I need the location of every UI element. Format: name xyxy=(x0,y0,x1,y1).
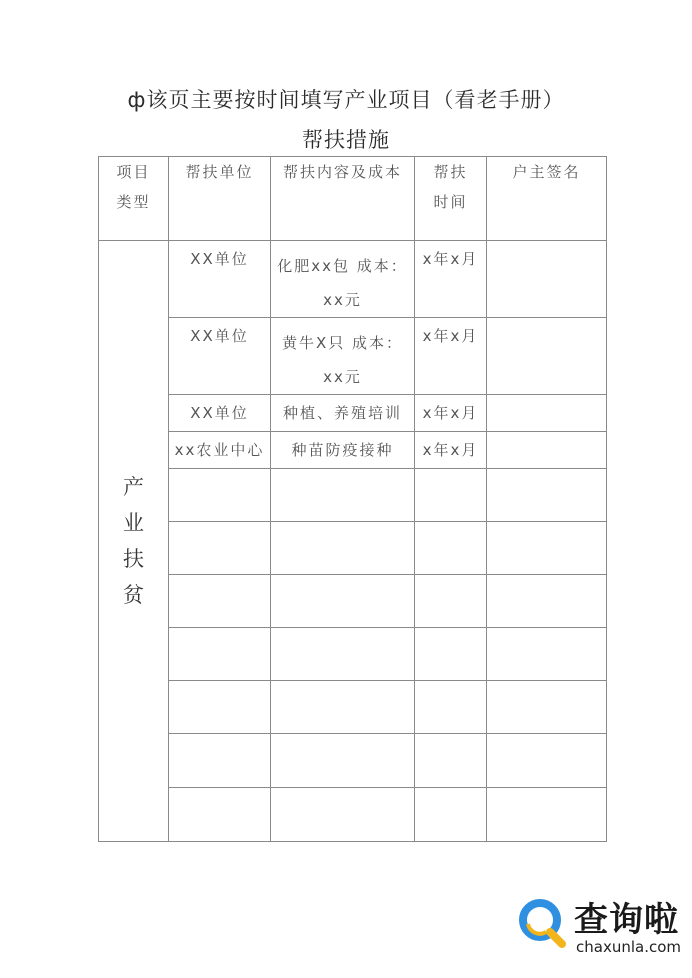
support-time-cell xyxy=(415,628,487,681)
category-char: 贫 xyxy=(123,583,144,607)
support-content-cell xyxy=(271,522,415,575)
table-row xyxy=(99,628,607,681)
support-time-cell xyxy=(415,575,487,628)
support-time-cell xyxy=(415,395,487,432)
support-unit-cell xyxy=(169,318,271,395)
table-row xyxy=(99,522,607,575)
table-row xyxy=(99,575,607,628)
support-content-cell-text xyxy=(271,734,414,742)
support-content-cell xyxy=(271,241,415,318)
signature-cell-text xyxy=(487,788,606,796)
support-unit-cell-text xyxy=(169,681,270,689)
signature-cell xyxy=(487,575,607,628)
support-content-cell xyxy=(271,432,415,469)
support-time-cell-text xyxy=(415,788,486,796)
signature-cell-text xyxy=(487,628,606,636)
signature-cell xyxy=(487,241,607,318)
support-time-cell xyxy=(415,241,487,318)
header-support-time: 帮扶 时间 xyxy=(415,157,487,241)
support-content-cell xyxy=(271,628,415,681)
support-time-cell-text: x年x月 xyxy=(422,404,479,422)
support-unit-cell xyxy=(169,788,271,842)
support-unit-cell xyxy=(169,681,271,734)
support-unit-cell-text xyxy=(169,734,270,742)
support-content-cell xyxy=(271,395,415,432)
support-time-cell xyxy=(415,469,487,522)
support-unit-cell-text: XX单位 xyxy=(190,250,249,268)
page-title: ф该页主要按时间填写产业项目（看老手册） xyxy=(127,88,565,112)
signature-cell xyxy=(487,734,607,788)
header-project-type: 项目 类型 xyxy=(99,157,169,241)
support-unit-cell xyxy=(169,522,271,575)
support-unit-cell xyxy=(169,628,271,681)
support-content-cell-text xyxy=(271,681,414,689)
support-content-cell-text xyxy=(271,788,414,796)
support-time-cell xyxy=(415,788,487,842)
support-content-cell-text: 黄牛X只 成本： xx元 xyxy=(281,334,404,386)
signature-cell-text xyxy=(487,522,606,530)
table-row xyxy=(99,469,607,522)
signature-cell-text xyxy=(487,681,606,689)
signature-cell-text xyxy=(487,469,606,477)
table-row xyxy=(99,734,607,788)
support-time-cell-text xyxy=(415,734,486,742)
table-row xyxy=(99,318,607,395)
category-char: 业 xyxy=(123,511,144,535)
support-unit-cell xyxy=(169,575,271,628)
signature-cell-text xyxy=(487,575,606,583)
support-unit-cell-text: XX单位 xyxy=(190,327,249,345)
support-unit-cell xyxy=(169,432,271,469)
support-time-cell-text xyxy=(415,681,486,689)
signature-cell xyxy=(487,788,607,842)
support-content-cell xyxy=(271,681,415,734)
magnifier-logo-icon xyxy=(516,896,568,948)
table-row xyxy=(99,395,607,432)
support-unit-cell xyxy=(169,734,271,788)
table-row xyxy=(99,788,607,842)
support-content-cell xyxy=(271,575,415,628)
support-unit-cell-text: xx农业中心 xyxy=(174,441,265,459)
category-char: 产 xyxy=(123,475,144,499)
support-time-cell-text: x年x月 xyxy=(422,250,479,268)
signature-cell xyxy=(487,432,607,469)
support-time-cell-text: x年x月 xyxy=(422,441,479,459)
support-time-cell-text xyxy=(415,628,486,636)
signature-cell xyxy=(487,681,607,734)
signature-cell-text xyxy=(487,734,606,742)
signature-cell xyxy=(487,318,607,395)
table-row xyxy=(99,681,607,734)
table-header-row xyxy=(99,157,607,241)
watermark-url: chaxunla.com xyxy=(576,938,681,956)
support-unit-cell-text xyxy=(169,628,270,636)
watermark-brand: 查询啦 xyxy=(574,900,679,940)
support-content-cell-text: 种苗防疫接种 xyxy=(291,441,394,459)
support-time-cell-text: x年x月 xyxy=(422,327,479,345)
signature-cell xyxy=(487,395,607,432)
category-cell xyxy=(99,241,169,842)
support-unit-cell xyxy=(169,469,271,522)
support-measures-table xyxy=(98,156,607,842)
support-content-cell xyxy=(271,318,415,395)
support-unit-cell-text: XX单位 xyxy=(190,404,249,422)
chaxunla-watermark xyxy=(516,892,686,964)
support-time-cell xyxy=(415,734,487,788)
header-support-unit: 帮扶单位 xyxy=(169,157,271,241)
support-content-cell-text: 化肥xx包 成本： xx元 xyxy=(277,257,408,309)
signature-cell-text xyxy=(487,241,606,249)
signature-cell xyxy=(487,628,607,681)
signature-cell-text xyxy=(487,432,606,440)
support-content-cell-text: 种植、养殖培训 xyxy=(282,404,402,422)
signature-cell xyxy=(487,522,607,575)
support-time-cell-text xyxy=(415,469,486,477)
table-row xyxy=(99,241,607,318)
support-time-cell xyxy=(415,681,487,734)
signature-cell-text xyxy=(487,318,606,326)
support-time-cell xyxy=(415,318,487,395)
header-signature: 户主签名 xyxy=(487,157,607,241)
support-content-cell-text xyxy=(271,522,414,530)
support-unit-cell-text xyxy=(169,788,270,796)
support-time-cell-text xyxy=(415,522,486,530)
support-unit-cell xyxy=(169,395,271,432)
support-content-cell-text xyxy=(271,575,414,583)
support-content-cell-text xyxy=(271,469,414,477)
section-title: 帮扶措施 xyxy=(302,128,390,152)
support-content-cell xyxy=(271,469,415,522)
support-unit-cell xyxy=(169,241,271,318)
support-time-cell xyxy=(415,432,487,469)
header-support-content: 帮扶内容及成本 xyxy=(271,157,415,241)
support-content-cell-text xyxy=(271,628,414,636)
table-row xyxy=(99,432,607,469)
support-unit-cell-text xyxy=(169,469,270,477)
support-content-cell xyxy=(271,788,415,842)
signature-cell-text xyxy=(487,395,606,403)
support-unit-cell-text xyxy=(169,522,270,530)
support-time-cell-text xyxy=(415,575,486,583)
support-time-cell xyxy=(415,522,487,575)
support-unit-cell-text xyxy=(169,575,270,583)
category-char: 扶 xyxy=(123,547,144,571)
support-content-cell xyxy=(271,734,415,788)
signature-cell xyxy=(487,469,607,522)
